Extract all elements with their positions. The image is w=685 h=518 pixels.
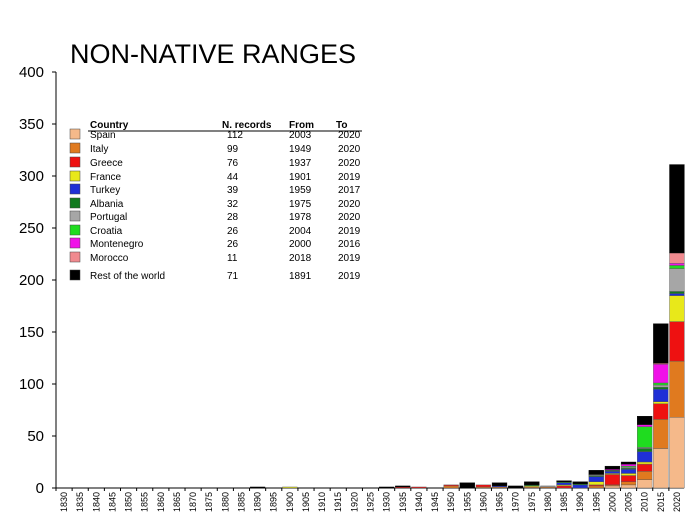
bar-segment-rest-of-the-world-1930 — [379, 487, 394, 488]
x-tick-label: 1930 — [381, 492, 392, 513]
bar-segment-montenegro-2010 — [637, 425, 652, 427]
bar-segment-italy-2015 — [653, 419, 668, 448]
bar-segment-turkey-2005 — [621, 469, 636, 473]
bar-segment-portugal-2020 — [670, 269, 685, 292]
legend-swatch-montenegro — [70, 238, 80, 248]
y-tick-label: 50 — [27, 428, 44, 445]
legend-to-portugal: 2020 — [338, 212, 361, 223]
x-tick-label: 1870 — [188, 492, 199, 513]
x-tick-label: 1910 — [317, 492, 328, 513]
legend-records-spain: 112 — [227, 130, 243, 141]
legend-records-turkey: 39 — [227, 185, 239, 196]
x-tick-label: 2010 — [639, 492, 650, 513]
legend-country-rest-of-the-world: Rest of the world — [90, 271, 166, 282]
legend-records-greece: 76 — [227, 158, 239, 169]
bar-segment-italy-1995 — [589, 486, 604, 488]
bar-segment-rest-of-the-world-1935 — [395, 486, 410, 487]
bar-segment-rest-of-the-world-1975 — [524, 482, 539, 485]
legend-from-albania: 1975 — [289, 199, 312, 210]
bar-segment-montenegro-2020 — [670, 263, 685, 265]
bar-segment-rest-of-the-world-1890 — [250, 487, 265, 488]
x-tick-label: 1920 — [349, 492, 360, 513]
y-tick-label: 350 — [18, 116, 44, 133]
legend — [70, 120, 362, 282]
bar-segment-italy-1950 — [444, 486, 459, 488]
legend-swatch-albania — [70, 198, 80, 208]
legend-swatch-croatia — [70, 225, 80, 235]
bar-segment-portugal-1980 — [540, 486, 555, 487]
bar-segment-turkey-2015 — [653, 389, 668, 401]
legend-from-portugal: 1978 — [289, 212, 312, 223]
legend-from-greece: 1937 — [289, 158, 312, 169]
legend-swatch-rest-of-the-world — [70, 270, 80, 280]
legend-to-turkey: 2017 — [338, 185, 361, 196]
legend-swatch-turkey — [70, 184, 80, 194]
legend-header-records: N. records — [222, 120, 272, 131]
legend-to-france: 2019 — [338, 172, 361, 183]
bar-segment-rest-of-the-world-1970 — [508, 486, 523, 488]
legend-country-montenegro: Montenegro — [90, 239, 144, 250]
legend-swatch-greece — [70, 157, 80, 167]
bar-segment-turkey-1995 — [589, 477, 604, 482]
y-tick-label: 150 — [18, 324, 44, 341]
x-tick-label: 1925 — [365, 492, 376, 513]
legend-country-albania: Albania — [90, 199, 124, 210]
legend-to-morocco: 2019 — [338, 253, 361, 264]
y-axis — [19, 64, 56, 497]
legend-country-turkey: Turkey — [90, 185, 121, 196]
x-tick-label: 1940 — [413, 492, 424, 513]
bar-segment-spain-2015 — [653, 448, 668, 488]
bar-segment-albania-2010 — [637, 448, 652, 451]
x-tick-label: 2005 — [623, 492, 634, 513]
legend-from-italy: 1949 — [289, 144, 312, 155]
legend-to-italy: 2020 — [338, 144, 361, 155]
y-tick-label: 200 — [18, 272, 44, 289]
legend-records-rest-of-the-world: 71 — [227, 271, 239, 282]
bar-segment-spain-2010 — [637, 480, 652, 488]
bar-segment-rest-of-the-world-1965 — [492, 483, 507, 486]
x-tick-label: 1845 — [107, 492, 118, 513]
x-tick-label: 2015 — [655, 492, 666, 513]
bar-segment-greece-2015 — [653, 404, 668, 420]
legend-country-portugal: Portugal — [90, 212, 128, 223]
legend-to-rest-of-the-world: 2019 — [338, 271, 361, 282]
bar-segment-portugal-2015 — [653, 385, 668, 387]
legend-records-montenegro: 26 — [227, 239, 239, 250]
bar-segment-rest-of-the-world-2000 — [605, 466, 620, 469]
y-tick-label: 300 — [18, 168, 44, 185]
x-tick-label: 1990 — [575, 492, 586, 513]
bar-segment-greece-2000 — [605, 474, 620, 484]
bar-segment-rest-of-the-world-1955 — [460, 483, 475, 488]
bar-segment-rest-of-the-world-1985 — [557, 481, 572, 482]
x-tick-label: 2000 — [607, 492, 618, 513]
x-tick-label: 1985 — [559, 492, 570, 513]
legend-swatch-italy — [70, 143, 80, 153]
y-tick-label: 100 — [18, 376, 44, 393]
legend-to-albania: 2020 — [338, 199, 361, 210]
legend-from-france: 1901 — [289, 172, 312, 183]
x-tick-label: 1860 — [155, 492, 166, 513]
x-axis — [56, 488, 684, 512]
legend-country-france: France — [90, 172, 122, 183]
x-tick-label: 1975 — [526, 492, 537, 513]
legend-to-greece: 2020 — [338, 158, 361, 169]
legend-country-morocco: Morocco — [90, 253, 129, 264]
x-tick-label: 1900 — [284, 492, 295, 513]
x-tick-label: 1935 — [397, 492, 408, 513]
x-tick-label: 1840 — [91, 492, 102, 513]
x-tick-label: 1830 — [59, 492, 70, 513]
legend-country-croatia: Croatia — [90, 226, 123, 237]
bar-segment-rest-of-the-world-2015 — [653, 324, 668, 364]
legend-from-turkey: 1959 — [289, 185, 312, 196]
legend-records-croatia: 26 — [227, 226, 239, 237]
x-tick-label: 2020 — [671, 492, 682, 513]
bar-segment-spain-2005 — [621, 485, 636, 488]
x-tick-label: 1995 — [591, 492, 602, 513]
legend-header-country: Country — [90, 120, 129, 131]
bar-segment-turkey-2020 — [670, 294, 685, 296]
bar-segment-spain-2020 — [670, 417, 685, 488]
bar-segment-greece-2010 — [637, 464, 652, 471]
bar-segment-france-2010 — [637, 462, 652, 464]
legend-swatch-morocco — [70, 252, 80, 262]
bar-segment-montenegro-2005 — [621, 464, 636, 466]
bar-segment-albania-2015 — [653, 387, 668, 389]
bar-segment-greece-1950 — [444, 485, 459, 486]
x-tick-label: 1850 — [123, 492, 134, 513]
bars — [250, 165, 684, 488]
bar-segment-greece-1985 — [557, 486, 572, 488]
bar-segment-greece-2005 — [621, 476, 636, 482]
bar-segment-albania-2020 — [670, 291, 685, 293]
bar-segment-montenegro-2015 — [653, 364, 668, 383]
bar-segment-turkey-1990 — [573, 485, 588, 488]
bar-segment-greece-2020 — [670, 322, 685, 362]
x-tick-label: 1880 — [220, 492, 231, 513]
legend-from-spain: 2003 — [289, 130, 312, 141]
bar-segment-greece-1960 — [476, 485, 491, 487]
x-tick-label: 1835 — [75, 492, 86, 513]
bar-segment-croatia-2020 — [670, 265, 685, 268]
legend-from-rest-of-the-world: 1891 — [289, 271, 312, 282]
legend-to-montenegro: 2016 — [338, 239, 361, 250]
x-tick-label: 1950 — [446, 492, 457, 513]
bar-segment-spain-2000 — [605, 486, 620, 488]
chart-title: NON-NATIVE RANGES — [70, 39, 357, 69]
legend-header-from: From — [289, 120, 314, 131]
legend-swatch-portugal — [70, 211, 80, 221]
bar-segment-italy-2020 — [670, 361, 685, 417]
legend-from-montenegro: 2000 — [289, 239, 312, 250]
bar-segment-france-2020 — [670, 296, 685, 322]
legend-country-italy: Italy — [90, 144, 109, 155]
x-tick-label: 1895 — [268, 492, 279, 513]
bar-segment-italy-2010 — [637, 471, 652, 479]
x-tick-label: 1905 — [300, 492, 311, 513]
x-tick-label: 1855 — [139, 492, 150, 513]
legend-from-morocco: 2018 — [289, 253, 312, 264]
bar-segment-croatia-2015 — [653, 383, 668, 385]
bar-segment-rest-of-the-world-1990 — [573, 482, 588, 484]
legend-to-spain: 2020 — [338, 130, 361, 141]
bar-segment-croatia-2010 — [637, 427, 652, 448]
legend-records-morocco: 11 — [227, 253, 238, 264]
bar-segment-france-1900 — [282, 487, 297, 488]
x-tick-label: 1915 — [333, 492, 344, 513]
legend-country-spain: Spain — [90, 130, 116, 141]
legend-country-greece: Greece — [90, 158, 123, 169]
x-tick-label: 1890 — [252, 492, 263, 513]
y-tick-label: 250 — [18, 220, 44, 237]
legend-records-portugal: 28 — [227, 212, 239, 223]
x-tick-label: 1960 — [478, 492, 489, 513]
bar-segment-france-2015 — [653, 402, 668, 404]
bar-segment-france-2005 — [621, 473, 636, 475]
legend-records-italy: 99 — [227, 144, 239, 155]
bar-segment-rest-of-the-world-2005 — [621, 462, 636, 464]
bar-segment-italy-2005 — [621, 482, 636, 485]
bar-segment-france-1995 — [589, 482, 604, 485]
legend-swatch-france — [70, 171, 80, 181]
bar-segment-greece-1940 — [411, 487, 426, 488]
legend-records-albania: 32 — [227, 199, 239, 210]
x-tick-label: 1965 — [494, 492, 505, 513]
x-tick-label: 1970 — [510, 492, 521, 513]
bar-segment-rest-of-the-world-2010 — [637, 416, 652, 424]
x-tick-label: 1980 — [542, 492, 553, 513]
x-tick-label: 1885 — [236, 492, 247, 513]
bar-segment-turkey-1985 — [557, 483, 572, 485]
y-tick-label: 400 — [18, 64, 44, 81]
bar-segment-morocco-2020 — [670, 253, 685, 263]
legend-swatch-spain — [70, 129, 80, 139]
legend-from-croatia: 2004 — [289, 226, 312, 237]
bar-segment-turkey-2000 — [605, 471, 620, 473]
bar-segment-turkey-2010 — [637, 452, 652, 462]
bar-segment-rest-of-the-world-1995 — [589, 470, 604, 474]
x-tick-label: 1955 — [462, 492, 473, 513]
x-tick-label: 1875 — [204, 492, 215, 513]
x-tick-label: 1865 — [171, 492, 182, 513]
bar-segment-rest-of-the-world-2020 — [670, 165, 685, 253]
legend-header-to: To — [336, 120, 348, 131]
x-tick-label: 1945 — [430, 492, 441, 513]
legend-records-france: 44 — [227, 172, 239, 183]
y-tick-label: 0 — [35, 480, 44, 497]
legend-to-croatia: 2019 — [338, 226, 361, 237]
